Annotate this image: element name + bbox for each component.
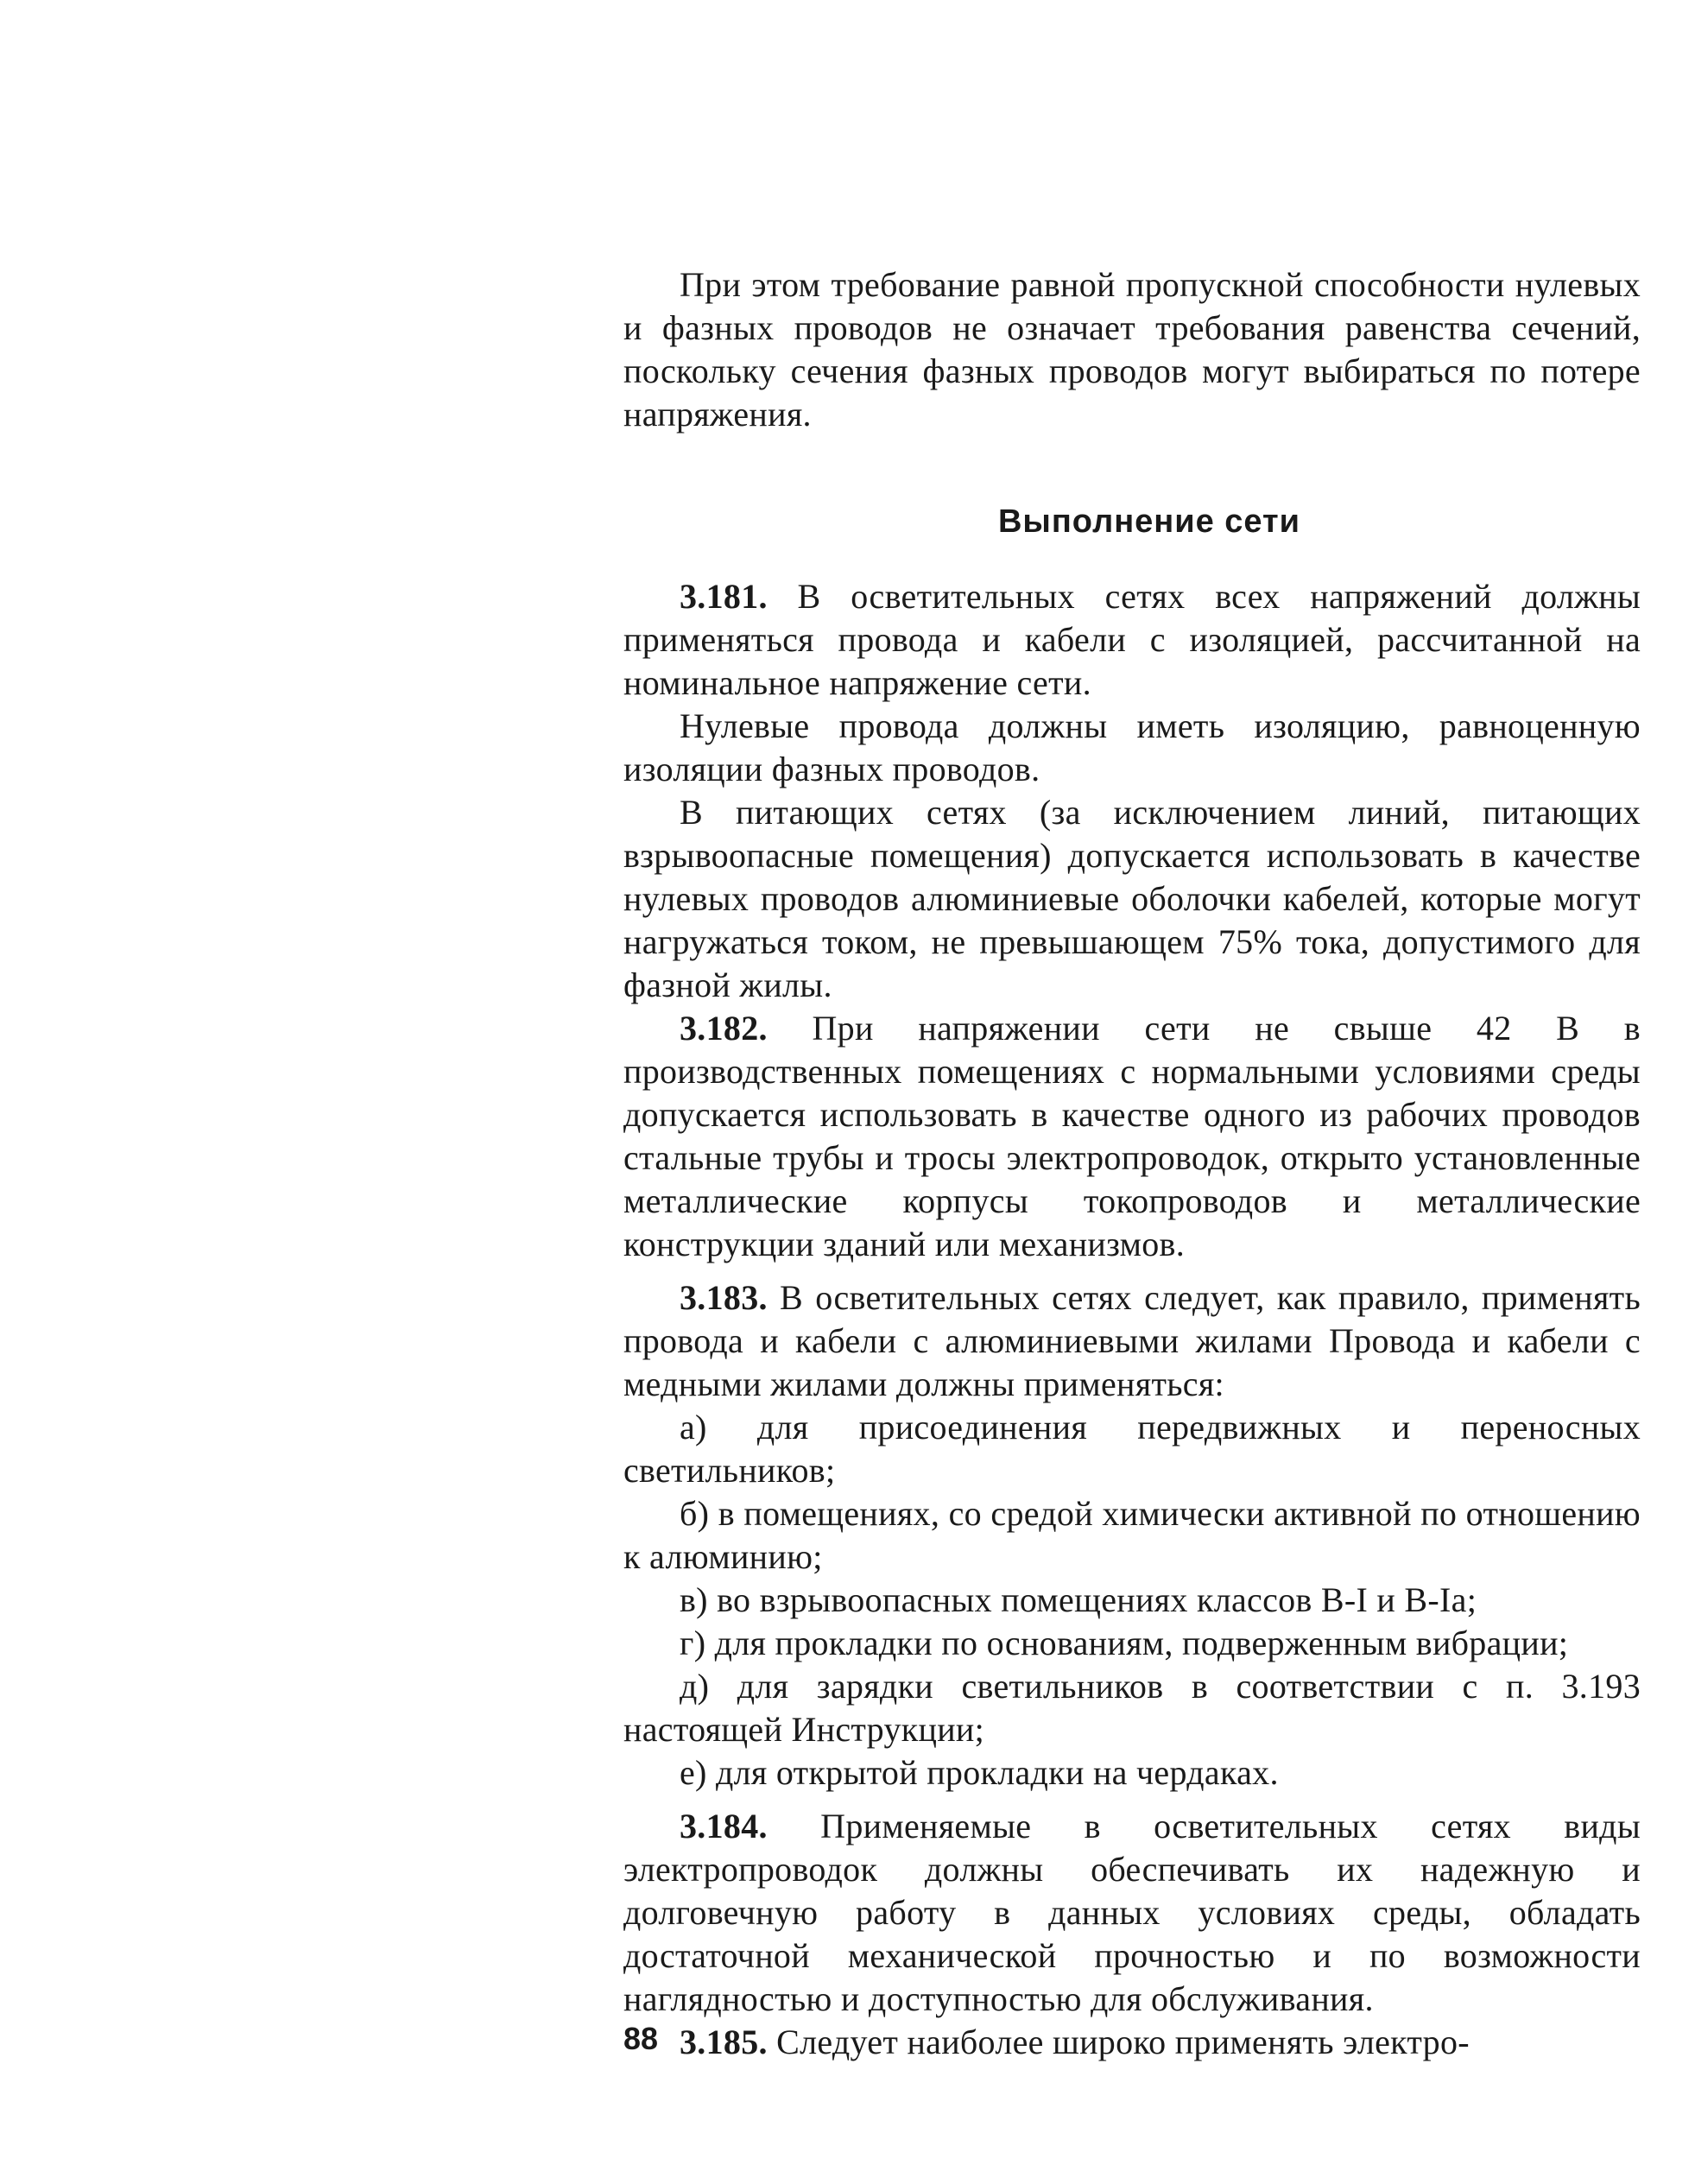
list-item-d: г) для прокладки по основаниям, подверженным вибрации; <box>680 1624 1569 1662</box>
paragraph-number: 3.181. <box>680 577 768 616</box>
list-item-a: а) для присоединения передвижных и переносных светильников; <box>623 1408 1641 1490</box>
paragraph-number: 3.184. <box>680 1807 768 1845</box>
paragraph-3-184 <box>623 1805 1641 2021</box>
paragraph-text: Применяемые в осветительных сетях виды электропроводок должны обеспечивать их надежную и долговечную работу в данных условиях среды, обладать достаточной механической прочностью и по возможности наглядностью и доступностью для обслуживания. <box>623 1807 1641 2018</box>
paragraph-3-185 <box>623 2021 1641 2064</box>
list-item-c: в) во взрывоопасных помещениях классов В-I и В-Iа; <box>680 1580 1477 1619</box>
paragraph-3-183 <box>623 1276 1641 1406</box>
paragraph-text: В осветительных сетях следует, как правило, применять провода и кабели с алюминиевыми жилами Провода и кабели с медными жилами должны применяться: <box>623 1278 1641 1403</box>
page-text-column <box>623 263 1641 2064</box>
list-item-f: е) для открытой прокладки на чердаках. <box>680 1753 1279 1792</box>
paragraph-3-181-supply: В питающих сетях (за исключением линий, питающих взрывоопасные помещения) допускается использовать в качестве нулевых проводов алюминиевые оболочки кабелей, которые могут нагружаться током, не превышающем 75% тока, допустимого для фазной жилы. <box>623 793 1641 1004</box>
paragraph-3-181 <box>623 575 1641 705</box>
intro-paragraph: При этом требование равной пропускной способности нулевых и фазных проводов не означает требования равенства сечений, поскольку сечения фазных проводов могут выбираться по потере напряжения. <box>623 265 1641 434</box>
paragraph-text: В осветительных сетях всех напряжений должны применяться провода и кабели с изоляцией, рассчитанной на номинальное напряжение сети. <box>623 577 1641 702</box>
paragraph-number: 3.185. <box>680 2023 768 2061</box>
page-number: 88 <box>623 2021 659 2056</box>
paragraph-3-182 <box>623 1007 1641 1266</box>
paragraph-number: 3.183. <box>680 1278 768 1317</box>
section-title: Выполнение сети <box>997 503 1301 540</box>
paragraph-3-181-neutral: Нулевые провода должны иметь изоляцию, равноценную изоляции фазных проводов. <box>623 706 1641 788</box>
paragraph-number: 3.182. <box>680 1009 768 1048</box>
list-item-e: д) для зарядки светильников в соответствии с п. 3.193 настоящей Инструкции; <box>623 1667 1641 1749</box>
paragraph-text: При напряжении сети не свыше 42 В в производственных помещениях с нормальными условиями среды допускается использовать в качестве одного из рабочих проводов стальные трубы и тросы электропроводок, открыто установленные металлические корпусы токопроводов и металлические конструкции зданий или механизмов. <box>623 1009 1641 1263</box>
paragraph-text: Следует наиболее широко применять электро- <box>767 2023 1470 2061</box>
list-item-b: б) в помещениях, со средой химически активной по отношению к алюминию; <box>623 1494 1641 1576</box>
